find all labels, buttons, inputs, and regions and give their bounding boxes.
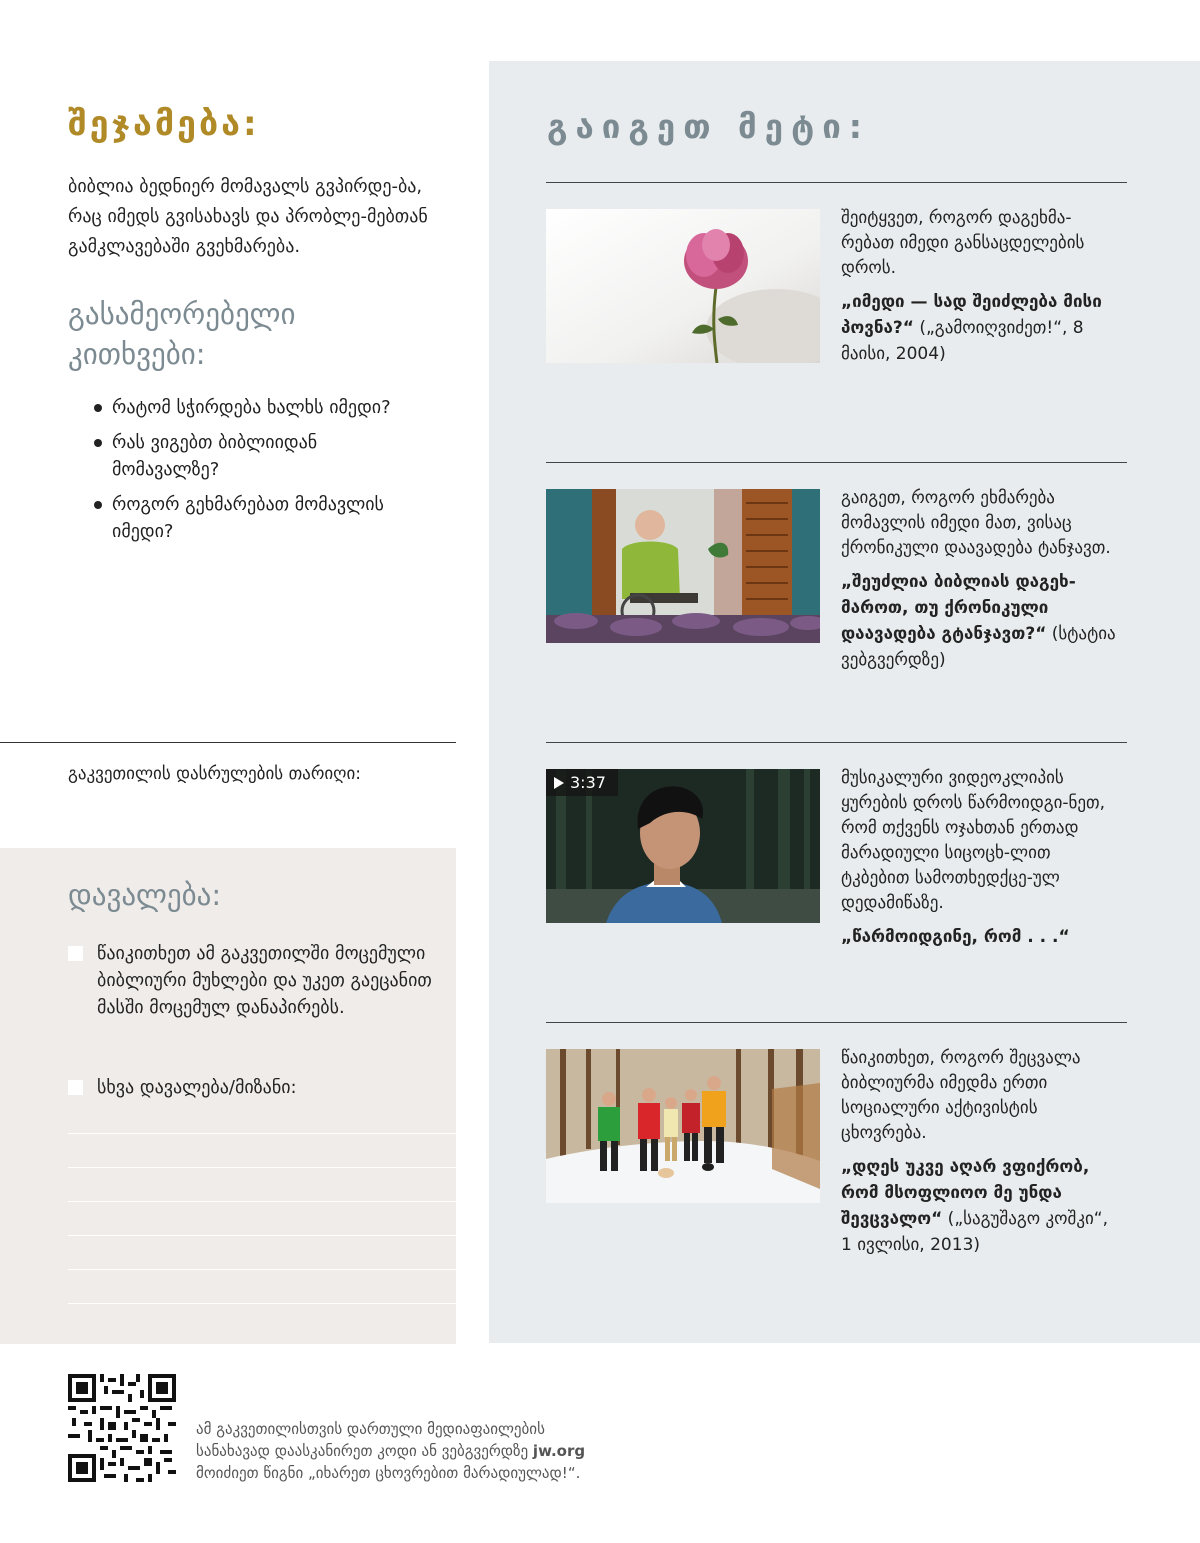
- item-description: წაიკითხეთ, როგორ შეცვალა ბიბლიურმა იმედმა ერთი სოციალური აქტივისტის ცხოვრება.: [841, 1048, 1081, 1143]
- pink-flower-thumbnail[interactable]: [546, 209, 820, 363]
- review-question: რატომ სჭირდება ხალხს იმედი?: [92, 394, 422, 421]
- assignment-panel: [0, 848, 456, 1344]
- assignment-checkbox[interactable]: [68, 1080, 83, 1095]
- assignment-title: დავალება:: [68, 878, 222, 912]
- learn-more-title: გაიგეთ მეტი:: [547, 107, 871, 146]
- family-snow-thumbnail[interactable]: [546, 1049, 820, 1203]
- qr-code-icon: [68, 1374, 176, 1482]
- assignment-item-text: სხვა დავალება/მიზანი:: [97, 1077, 297, 1098]
- writing-line[interactable]: [68, 1303, 456, 1304]
- writing-line[interactable]: [68, 1167, 456, 1168]
- writing-line[interactable]: [68, 1269, 456, 1270]
- item-divider: [546, 182, 1127, 183]
- item-description: მუსიკალური ვიდეოკლიპის ყურების დროს წარმოიდგი-ნეთ, რომ თქვენს ოჯახთან ერთად მარადიული სიცოცხ-ლით ტკბებით სამოთხედქცე-ულ დედამიწაზე.: [841, 768, 1106, 913]
- play-icon: [554, 777, 564, 789]
- item-title-block[interactable]: [841, 569, 1121, 673]
- man-in-wheelchair-image: [546, 489, 820, 643]
- footer-line: [196, 1440, 716, 1462]
- wheelchair-man-thumbnail[interactable]: [546, 489, 820, 643]
- review-question: რას ვიგებთ ბიბლიიდან მომავალზე?: [92, 429, 422, 483]
- completion-date-label: გაკვეთილის დასრულების თარიღი:: [68, 764, 362, 784]
- item-title-block[interactable]: [841, 924, 1121, 950]
- item-description: გაიგეთ, როგორ ეხმარება მომავლის იმედი მათ, ვისაც ქრონიკული დაავადება ტანჯავთ.: [841, 488, 1111, 558]
- item-title-link[interactable]: „წარმოიდგინე, რომ . . .“: [841, 927, 1070, 947]
- item-divider: [546, 462, 1127, 463]
- video-thumbnail[interactable]: [546, 769, 820, 923]
- pink-flower-image: [546, 209, 820, 363]
- footer-line: ამ გაკვეთილისთვის დართული მედიაფაილების: [196, 1420, 545, 1438]
- learn-more-item: [841, 206, 1121, 367]
- jw-org-link[interactable]: jw.org: [532, 1442, 586, 1460]
- learn-more-panel: [489, 61, 1200, 1343]
- writing-line[interactable]: [68, 1235, 456, 1236]
- item-divider: [546, 1022, 1127, 1023]
- qr-code[interactable]: [68, 1374, 176, 1482]
- summary-text: ბიბლია ბედნიერ მომავალს გვპირდე-ბა, რაც იმედს გვისახავს და პრობლე-მებთან გამკლავებაში გვეხმარება.: [68, 176, 428, 257]
- learn-more-item: [841, 1046, 1121, 1258]
- review-question: როგორ გეხმარებათ მომავლის იმედი?: [92, 491, 422, 545]
- footer-text: [196, 1418, 716, 1484]
- summary-title: შეჯამება:: [68, 104, 260, 144]
- assignment-item: [68, 940, 438, 1021]
- review-questions-title: გასამეორებელი კითხვები:: [68, 297, 296, 371]
- item-divider: [546, 742, 1127, 743]
- item-title-block[interactable]: [841, 289, 1121, 367]
- item-title-link[interactable]: „დღეს უკვე აღარ ვფიქრობ, რომ მსოფლიოო მე უნდა შევცვალო“: [841, 1157, 1090, 1229]
- assignment-checkbox[interactable]: [68, 946, 83, 961]
- section-divider: [0, 742, 456, 743]
- assignment-item: [68, 1074, 438, 1101]
- assignment-item-text: წაიკითხეთ ამ გაკვეთილში მოცემული ბიბლიური მუხლები და უკეთ გაეცანით მასში მოცემულ დანაპირებს.: [97, 943, 432, 1018]
- video-duration: 3:37: [570, 773, 606, 792]
- footer-line: მოიძიეთ წიგნი „იხარეთ ცხოვრებით მარადიულად!“.: [196, 1464, 581, 1482]
- item-source: („საგუშაგო კოშკი“, 1 ივლისი, 2013): [841, 1209, 1108, 1255]
- item-description: შეიტყვეთ, როგორ დაგეხმა-რებათ იმედი განსაცდელების დროს.: [841, 208, 1085, 278]
- item-source: (სტატია ვებგვერდზე): [841, 624, 1116, 670]
- item-title-block[interactable]: [841, 1154, 1121, 1258]
- writing-line[interactable]: [68, 1133, 456, 1134]
- family-walking-in-snow-image: [546, 1049, 820, 1203]
- video-duration-badge[interactable]: [546, 769, 618, 796]
- learn-more-item: [841, 486, 1121, 673]
- writing-line[interactable]: [68, 1201, 456, 1202]
- item-title-link[interactable]: „იმედი — სად შეიძლება მისი პოვნა?“: [841, 292, 1102, 338]
- footer-line-text: სანახავად დაასკანირეთ კოდი ან ვებგვერდზე: [196, 1442, 533, 1460]
- learn-more-item: [841, 766, 1121, 950]
- item-source: („გამოიღვიძეთ!“, 8 მაისი, 2004): [841, 318, 1084, 364]
- review-questions-list: [92, 394, 422, 553]
- item-title-link[interactable]: „შეუძლია ბიბლიას დაგეხ-მაროთ, თუ ქრონიკული დაავადება გტანჯავთ?“: [841, 572, 1076, 644]
